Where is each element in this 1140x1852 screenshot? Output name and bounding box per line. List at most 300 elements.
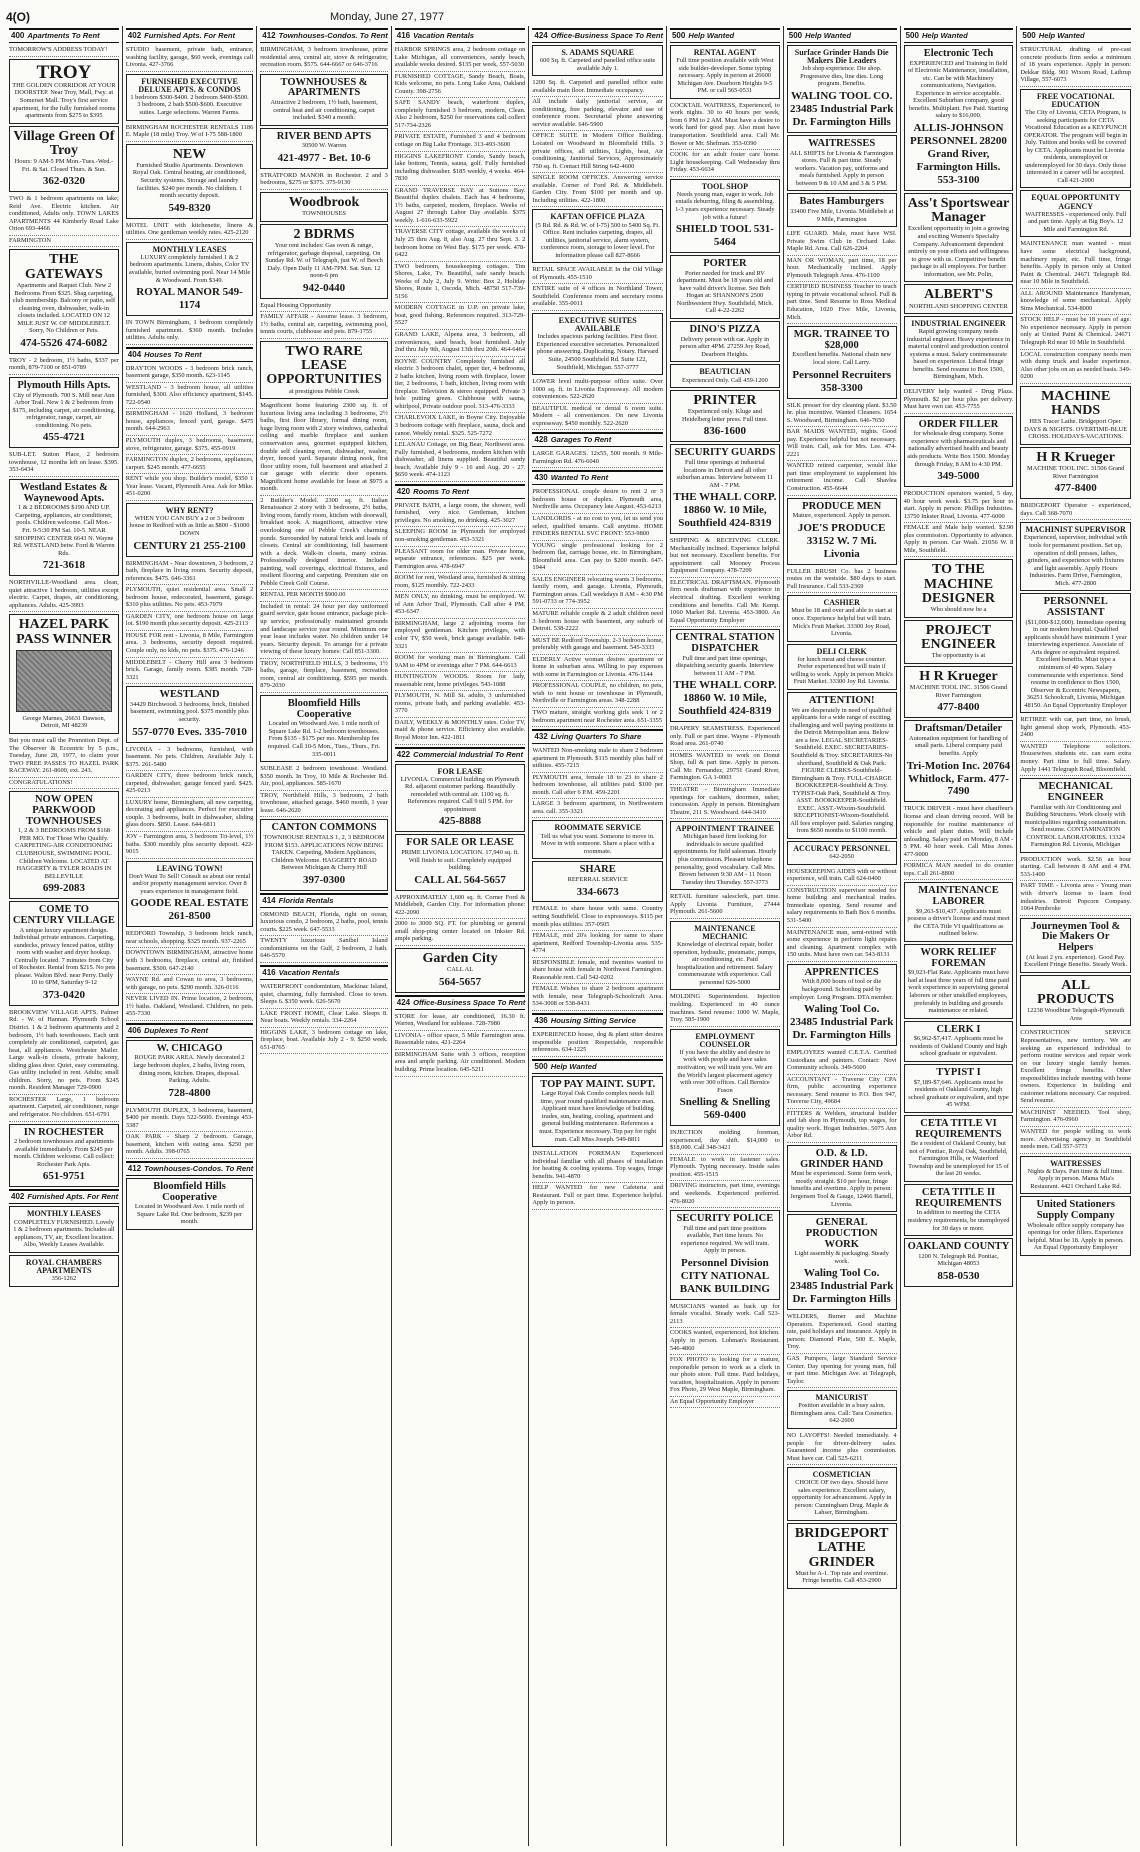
- display-ad: [395, 834, 526, 890]
- classified-ad: SILK presser for dry cleaning plant. $3.50 hr. plus incentive. Wanted Cleaners. 1654 S. Woodward, Birmingham. 646-7650: [787, 401, 897, 428]
- classified-ad: HARBOR SPRINGS area, 2 bedroom cottage on Lake Michigan, all conveniences, sandy beach, available weeks desired. $135 per week, 557-5030: [395, 45, 526, 72]
- classified-ad: FULLER BRUSH Co. has 2 business routes on the westside. $80 days to start. Full Insurance. Call 533-2369: [787, 567, 897, 594]
- ad-phone: 474-5526 474-6082: [20, 336, 108, 349]
- ad-body: Experienced only. Kluge and Heidelberg letter press. Full time.: [681, 408, 768, 423]
- ad-phone: 549-8320: [168, 201, 211, 214]
- ad-headline: FREE VOCATIONAL EDUCATION: [1036, 91, 1115, 109]
- display-ad: [9, 479, 119, 576]
- classified-ad: WELDERS, Burner and Machine Operators. Experienced. Good starting rate, paid holidays and insurance. Apply in person: Diamond Plate, 500 E. Maple, Troy.: [787, 1312, 897, 1354]
- display-ad: [787, 1214, 897, 1310]
- ad-phone: 699-2083: [42, 882, 85, 895]
- section-title: Furnished Apts. For Rent: [144, 31, 235, 40]
- classified-ad: PRIVATE ESTATE, Furnished 3 and 4 bedroom cottage on Big Lake Frontage. 313-493-3600: [395, 132, 526, 151]
- section-number: 416: [262, 968, 276, 978]
- ad-body: 1 & 2 BEDROOMS $190 AND UP. Carpeting, appliances, air conditioner, pools. Children welcome. Call Mon.-Fri. 9-5:30 PM Sat. 10-5. NEAR SHOPPING CENTER 6643 N. Wayne Rd. WESTLAND betw. Ford & Warren Rds.: [13, 504, 115, 557]
- section-header: [904, 28, 1014, 43]
- ad-body: The opportunity is at: [931, 652, 986, 660]
- ad-body: LIVONIA. Commercial building on Plymouth Rd. adjacent customer parking. Beautifully remodeled with central air. 1100 sq. ft. References required. Call 9 till 5 PM. for appointment: [400, 775, 520, 813]
- section-header: [260, 893, 387, 908]
- classified-ad: An Equal Opportunity Employer: [670, 1397, 780, 1409]
- ad-body: Nights & Days. Part time & full time. Apply in person. Mama Mia's Restaurant. 4421 Orchard Lake Rd.: [1027, 1167, 1124, 1190]
- classified-ad: MAINTENANCE man wanted - must have some electrical background, machinery repair, etc. Full time, fringe benefits. Apply in person only at United Paint & Chemical. 24671 Telegraph Rd. near 10 Mile in Southfield.: [1020, 239, 1131, 288]
- ad-headline: CETA TITLE II REQUIREMENTS: [915, 1187, 1002, 1209]
- display-ad: [670, 321, 780, 362]
- display-ad: [670, 821, 780, 890]
- display-ad: [904, 1064, 1014, 1113]
- ad-headline: WORK RELIEF FOREMAN: [920, 946, 997, 969]
- display-ad: [904, 944, 1014, 1019]
- ad-headline: COSMETICIAN: [812, 1470, 871, 1480]
- classified-ad: ACCOUNTANT - Traverse City CPA firm, public accounting experience necessary. Send resume to P.O. Box 947, Traverse City, 49684: [787, 1075, 897, 1109]
- ad-body: 2 bedroom townhouses and apartments available immediately. From $245 per month. Children welcome. Call collect: Rochester Park Apts.: [13, 1138, 115, 1168]
- display-ad: [904, 720, 1014, 802]
- display-ad: [670, 1029, 780, 1127]
- ad-headline: MAINTENANCE MECHANIC: [694, 923, 756, 941]
- ad-body: 30500 W. Warren: [301, 142, 347, 150]
- classified-ad: BAR MAIDS WANTED, nights. Good pay. Experience helpful but not necessary. Will train. Call, ask for Mrs. Lee. 474-2221: [787, 427, 897, 461]
- ad-body: 12238 Woodbine Telegraph-Plymouth Area: [1026, 1007, 1125, 1022]
- section-title: Garages To Rent: [550, 435, 612, 445]
- ad-headline: WHY RENT?: [165, 505, 214, 515]
- ad-phone: ROYAL MANOR 549-1174: [136, 286, 243, 312]
- classified-ad: Magnificent home featuring 2300 sq. ft. of luxurious living area including 3 bedrooms, 2½ baths, first floor library, formal dining room, huge living room with 2 story windows, cathedral ceiling and marble fireplace and sunken conservation area, gourmet equipped kitchen, double self cleaning oven, dishwasher, washer, dryer, fenced yard. Separate dining nook, first floor utility room, full basement and attached 2 car garage with electric door openers. Magnificent home available for lease at $975 a month.: [260, 401, 387, 496]
- section-title: Rooms To Rent: [413, 486, 469, 496]
- ad-body: Apartments and Raquet Club. New 2 Bedrooms From $325. Shag carpeting, club membership. Balcony or patio, self cleaning oven, dishwasher, walk-in closets included. LOCATED ON 12 MILE JUST W. OF MIDDLEBELT. Sorry, No Children or Pets.: [12, 282, 116, 335]
- section-header: [126, 1023, 253, 1038]
- ad-headline: ACCURACY PERSONNEL: [793, 844, 891, 853]
- ad-headline: WESTLAND: [159, 689, 220, 701]
- ad-body: (5 Rd. Rd. & Rd. W. of I-75) 500 to 5400 Sq. Ft. Office. Rent includes carpeting, drapes, all utilities, janitorial service, alarm system, conference room, storage to lower level. For information please call 827-8666: [535, 221, 660, 259]
- display-ad: [126, 861, 253, 928]
- classified-ad: TWO mature, straight working girls seek 1 or 2 bedroom apartment near Rochester area. 651-3355: [532, 708, 663, 727]
- display-ad: [670, 45, 780, 99]
- classified-ad: DELIVERY help wanted - Drug Plaza. Plymouth. $2 per hour plus per delivery. Must have own car. 453-7755: [904, 387, 1014, 414]
- classified-ad: PRIVATE BATH, a large room, the shower, well furnished, very nice. Gentleman, kitchen privileges. No smoking, no drinking. 425-3027: [395, 501, 526, 528]
- section-header: [787, 28, 897, 43]
- ad-body: HES Tracer Lathe. Bridgeport Oper. DAYS & NIGHTS. OVERTIME-BLUE CROSS. HOLIDAYS-VACATIONS.: [1024, 418, 1128, 441]
- display-ad: [670, 1210, 780, 1300]
- ad-body: George Marnes, 26631 Dawson, Detroit, MI 48239: [22, 714, 106, 730]
- ad-body: Light assembly & packaging. Steady work.: [794, 1250, 889, 1265]
- ad-body: Includes spacious parking facilities. First floor. Experienced executive secretaries. Personalized phone answering. Duplicating. Notary. Harvard Suite, 24500 Southfield Rd. Suite 122, Southfield, Michigan. 557-3777: [536, 333, 659, 371]
- display-ad: [670, 921, 780, 991]
- display-ad: [260, 192, 387, 222]
- display-ad: [904, 666, 1014, 718]
- classified-ad: STRATFORD MANOR in Rochester. 2 and 3 bedrooms, $275 or $375. 375-9130: [260, 171, 387, 190]
- ad-headline: H R Krueger: [1036, 449, 1115, 465]
- display-ad: [670, 364, 780, 388]
- display-ad: [126, 1040, 253, 1104]
- classified-ad: GRAND LAKE, Alpena area, 3 bedroom, all conveniences, sand beach, boat furnished. July 2nd thru July 9th, August 13th thru 20th. 464-6464: [395, 330, 526, 357]
- classified-ad: ORMOND BEACH, Florida, right on ocean, luxurious condo, 2 bedroom, 2 baths, pool, tennis courts. $225 week. 647-5533: [260, 910, 387, 937]
- classified-ad: THEATRE - Birmingham Immediate openings for cashiers, doormen, usher, concession. Apply in person. Birmingham Theatre, 211 S. Woodward. 644-3419: [670, 785, 780, 819]
- ad-phone: Waling Tool Co. 23485 Industrial Park Dr. Farmington Hills: [790, 1003, 894, 1041]
- classified-ad: FEMALE, mid 20's looking for same to share apartment, Redford Township-Livonia area. 535-4774: [532, 931, 663, 958]
- classified-ad: MUSICIANS wanted as back up for female vocalist. Steady work. Call 523-2113: [670, 1302, 780, 1329]
- ad-body: $9,923-Flat Rate. Applicants must have had at least three years of full time paid work experience in supervising general laborers or other unskilled employees, preferably in building and grounds maintenance or related.: [907, 969, 1010, 1015]
- classified-ad: GRAND TRAVERSE BAY at Suttons Bay. Beautiful duplex chalets. Each has 4 bedrooms, 1½ baths, carpeted, modern, fireplace. Weeks of August 27 through Labor Day available. $375 weekly. 1-616-633-5922: [395, 186, 526, 228]
- display-ad: [904, 620, 1014, 664]
- ad-headline: Garden City: [422, 950, 498, 966]
- section-title: Apartments To Rent: [27, 31, 100, 40]
- classified-ad: SHIPPING & RECEIVING CLERK. Mechanically inclined. Experience helpful but not necessary. Excellent benefits. For appointment call Mooney Process Equipment Company. 478-7209: [670, 536, 780, 578]
- ad-headline: MGR. TRAINEE TO $28,000: [793, 329, 890, 351]
- ad-body: 1, 2 & 3 BEDROOMS FROM $168 PER MO. For Those Who Qualify. CARPETING-AIR CONDITIONING CLUBHOUSE, SWIMMING POOL. Children Welcome. LOCATED AT HAGGERTY & TYLER ROADS IN BELLEVILLE: [15, 827, 113, 880]
- ad-phone: Waling Tool Co. 23485 Industrial Park Dr. Farmington Hills: [790, 1267, 894, 1306]
- ad-headline: Woodbrook: [288, 194, 360, 210]
- display-ad: [9, 1255, 119, 1287]
- section-number: 500: [788, 31, 803, 40]
- section-title: Help Wanted: [921, 31, 968, 40]
- display-ad: [126, 242, 253, 316]
- classified-ad: MOTEL UNIT with kitchenette, linens & utilities. One gentleman weekly rates. 425-2120: [126, 221, 253, 240]
- ad-headline: WAITRESSES: [808, 137, 876, 149]
- display-ad: [670, 179, 780, 253]
- classified-ad: WAYNE Rd. and Cowan to area, 3 bedrooms, with garage, no pets. $290 month. 326-0116: [126, 975, 253, 994]
- display-ad: [1020, 386, 1131, 445]
- ad-headline: WAITRESSES: [1050, 1158, 1102, 1168]
- classified-ad: FAMILY AFFAIR - Assume lease. 3 bedroom, 1½ baths, central air, carpeting, swimming pool, tennis courts, clubhouse and pets. 879-1755: [260, 312, 387, 339]
- display-ad: [787, 45, 897, 133]
- classified-ad: RENT while you shop. Builder's model, $350 1 Year lease. Vacant, Plymouth Area. Ask for Mike. 451-0200: [126, 474, 253, 501]
- ad-body: We are desperately in need of qualified applicants for a wide range of exciting, challenging and well paying positions in the Detroit Metropolitan area. Below are a few. LEGAL SECRETARIES-Southfield. EXEC. SECRETARIES-Southfield & Troy. SECRETARIES-No shorthand, Southfield & Oak Park. FIGURE CLERKS-Southfield-Birmingham & Troy. FULL-CHARGE BOOKKEEPER-Southfield & Troy. TYPIST-Oak Park, Southfield & Troy. ASST. BOOKKEEPER-Southfield. EXEC. ASST.-Wixom-Southfield. RECEPTIONIST-Wixom-Southfield. All fees employer paid. Salaries ranging from $650 months to $1100 month.: [789, 706, 894, 835]
- classified-ad: SUB-LET. Sutton Place, 2 bedroom townhouse, 12 months left on lease. $395. 353-6434: [9, 450, 119, 477]
- classified-column: [1017, 26, 1134, 1846]
- ad-body: COMPLETELY FURNISHED. Lovely 1 & 2 bedroom apartments. Includes all appliances, TV, air, Excellent location. Albo, Weekly Leases Available.: [13, 1218, 115, 1249]
- ad-headline: BEAUTICIAN: [699, 367, 751, 377]
- ad-body: A unique luxury apartment design. Individual private entrances. Carpeting, sundecks, privacy fenced patios, utility room with washer and dryer hookup. Centrally located. 7 minutes from City of Rochester. Rental from $215. No pets please. Walton Blvd. near Perry. Daily 10 to 6PM, Saturday 9-12: [12, 926, 116, 987]
- ad-body: Must be experienced. Some form work, mostly straight. $10 per hour, fringe benefits and overtime. Apply in person: Jergensen Tool & Gauge, 12466 Bartell, Livonia.: [790, 1170, 894, 1208]
- classified-ad: TROY, Northfield Hills, 3 bedroom, 2 bath townhouse, attached garage. $460 month, 1 year lease. 646-2620: [260, 791, 387, 818]
- ad-headline: Village Green Of Troy: [13, 128, 115, 158]
- classified-ad: 2000 to 3000 SQ. FT. for plumbing or general small shop-ping center located on Inkster Rd. ample parking.: [395, 919, 526, 946]
- ad-headline: Bloomfield Hills Cooperative: [287, 697, 361, 720]
- display-ad: [9, 377, 119, 448]
- ad-headline: Journeymen Tool & Die Makers Or Helpers: [1031, 920, 1121, 954]
- classified-ad: TWO bedroom, housekeeping cottages. Tim Shores, Lake, Tv. Beautiful, safe sandy beach. Weeks of July 2, July 9. Write: Box 2, Holiday Shores, Route 1, Oscoda, Mich. 48750 517-739-5156: [395, 262, 526, 304]
- classified-ad: LANDLORDS - at no cost to you, let us send you select, qualified tenants. Call anytime. HOME FINDERS RENTAL SVC FRONT: 553-9800: [532, 514, 663, 541]
- ad-body: 1 bedroom $300-$400. 2 bedroom $400-$500. 3 bedroom, 2 bath $500-$600. Executive suites. Large selections. Warren Farms.: [130, 93, 249, 116]
- page-number: 4(O): [6, 10, 30, 24]
- display-ad: [1020, 1196, 1131, 1256]
- classified-ad: FEMALE and Male help wanted. $2.90 plus commission. Opportunity to advance. Apply in person. Car Wash. 21056 W. 8 Mile, Southfield.: [904, 523, 1014, 557]
- display-ad: [395, 948, 526, 993]
- classified-ad: HUNTINGTON WOODS. Room for lady, reasonable rent, home privileges. 543-1088: [395, 672, 526, 691]
- display-ad: [904, 416, 1014, 487]
- classified-ad: WANTED Telephone solicitors. Housewives students etc. can earn extra money. Part time to full time. Salary. Apply 1441 Telegraph Road, Bloomfield.: [1020, 742, 1131, 776]
- classified-ad: LARGE GARAGES. 12x55, 500 month. 9 Mile-Farmington Rd. 476-6040: [532, 449, 663, 468]
- classified-ad: WANTED retired carpenter, would like part time employment to supplement his retirement income. Call Shavlea Construction. 455-6644: [787, 461, 897, 495]
- classified-ad: LIVONIA - office space, 5 Mile Farmington area. Reasonable rates. 421-2264: [395, 1031, 526, 1050]
- ad-phone: 425-8888: [438, 815, 482, 828]
- ad-body: Excellent benefits. National chain new local store. Call Larry.: [792, 351, 892, 367]
- classified-ad: LOCAL construction company needs men with dump truck and loader experience. Also other jobs on an as needed basis. 349-0200: [1020, 350, 1131, 384]
- ad-headline: INDUSTRIAL ENGINEER: [911, 319, 1006, 329]
- classified-ad: HOUSE FOR rent - Livonia, 8 Mile, Farmington area. 3 bedrooms, security deposit required. Couple only, no kids, no pets. $375. 476-1246: [126, 631, 253, 658]
- display-ad: [9, 126, 119, 193]
- section-number: 402: [11, 1192, 25, 1202]
- ad-headline: CLERK I: [936, 1023, 981, 1035]
- ad-phone: 455-4721: [42, 431, 85, 444]
- classified-ad: PLYMOUTH, quiet residential area. Small 2 bedroom house, redecorated, basement, garage. $310 plus utilities. No pets. 453-7979: [126, 585, 253, 612]
- display-ad: [787, 595, 897, 641]
- ad-headline: RENTAL AGENT: [693, 47, 757, 57]
- classified-ad: DOWNTOWN BIRMINGHAM, attractive home with 3 bedrooms, fireplace, central air, finished basement. $500. 647-2140: [126, 948, 253, 975]
- classified-column: [901, 26, 1018, 1846]
- ad-phone: 421-4977 - Bet. 10-6: [277, 151, 371, 164]
- section-title: Vacation Rentals: [413, 31, 475, 40]
- ad-phone: CENTURY 21 255-2100: [133, 539, 246, 552]
- ad-body: THE GOLDEN CORRIDOR AT YOUR DOORSTEP. Near Troy, Mall, Fwy. at Somerset Mall. Troy's first service apartment, for the fully furnished rooms apartments from $275 to $395: [12, 81, 116, 120]
- display-ad: [787, 326, 897, 398]
- display-ad: [904, 316, 1014, 385]
- classified-ad: INSTALLATION FOREMAN Experienced individual familiar with all phases of installation for heating & cooling systems. Top wages, fringe benefits. 941-4870: [532, 1149, 663, 1183]
- classified-ad: SAFE SANDY beach, waterfront duplex, completely furnished 3 bedroom, modern, Clean. Also 2 bedroom, $250 for reservations call collect 517-734-2326: [395, 98, 526, 132]
- display-ad: [787, 964, 897, 1046]
- ad-body: Attractive 2 bedroom, 1½ bath, basement, central heat and air conditioning, carpet included. $340 a month.: [270, 99, 378, 122]
- display-ad: [787, 135, 897, 191]
- ad-body: Rapid growing company needs industrial engineer. Heavy experience in material control and production control systems a must. Salary commensurate based on experience. Liberal fringe benefits. Send resume to Box 1500, Birmingham, Mich.: [906, 328, 1011, 381]
- classified-column: [529, 26, 667, 1846]
- section-number: 420: [396, 486, 411, 496]
- display-ad: [1020, 593, 1131, 713]
- ad-headline: SHARE: [579, 864, 616, 876]
- ad-headline: OAKLAND COUNTY: [907, 1241, 1010, 1253]
- ad-phone: SHIELD TOOL 531-5464: [675, 223, 774, 249]
- display-ad: [126, 144, 253, 219]
- classified-ad: BIRMINGHAM - 1620 Holland, 3 bedroom house, appliances, fenced yard, garage. $475 month. 644-2963: [126, 409, 253, 436]
- ad-body: Don't Want To Sell! Consult us about our rental and/or property management service. Over 8 years experience in management field.: [128, 872, 251, 895]
- ad-headline: MACHINE HANDS: [1041, 388, 1111, 418]
- display-ad: [260, 224, 387, 299]
- classified-ad: HIGGINS LAKE, 3 bedroom cottage on lake, fireplace, boat. Available July 2 - 9. $250 week. 651-8765: [260, 1028, 387, 1055]
- classified-ad: HOMES WANTED to work on Donut Shop, full & part time. Apply in person. Call Mr. Fernandez, 29751 Grand River, Farmington. GA 1-0003: [670, 751, 780, 785]
- classified-ad: TWENTY luxurious Sanibel Island condominiums on the Gulf, 2 bedroom, 2 bath. 646-5570: [260, 936, 387, 963]
- display-ad: [904, 1021, 1014, 1062]
- ad-headline: Surface Grinder Hands Die Makers Die Leaders: [794, 47, 889, 66]
- display-ad: [9, 614, 119, 734]
- classified-ad: SUBLEASE 2 bedroom townhouse. Westland. $350 month. In Troy, 10 Mile & Rochester Rd. Air, pool, appliances. 585-1670: [260, 764, 387, 791]
- classified-ad: PLEASANT room for older man. Private home, separate entrance, references. $25 per week. Farmington area. 478-6947: [395, 547, 526, 574]
- section-number: 404: [127, 349, 142, 359]
- ad-headline: SECURITY POLICE: [676, 1213, 774, 1225]
- ad-body: at prestigious Pebble Creek: [288, 387, 360, 395]
- ad-phone: 728-4800: [168, 1086, 211, 1099]
- display-ad: [670, 390, 780, 442]
- classified-ad: FEMALE to work in fastener sales. Plymouth. Typing necessary. Inside sales position. 455-1515: [670, 1155, 780, 1182]
- section-number: 500: [1022, 31, 1036, 40]
- display-ad: [904, 1115, 1014, 1182]
- display-ad: [126, 1178, 253, 1230]
- display-ad: [260, 74, 387, 126]
- section-number: 500: [905, 31, 919, 40]
- ad-body: Full time position available with West side builder-developer. Some typing necessary. Apply in person at 26600 Michigan Ave. Dearborn Heights 9-5 PM. or call 565-0531: [676, 57, 774, 95]
- classified-ad: MACHINIST NEEDED. Tool shop, Farmington. 476-0960: [1020, 1108, 1131, 1127]
- winner-photo: [16, 650, 112, 712]
- ad-headline: KAFTAN OFFICE PLAZA: [550, 212, 645, 222]
- display-ad: [904, 559, 1014, 617]
- ad-body: Who should now be a: [930, 606, 987, 614]
- classified-ad: IN TOWN Birmingham, 1 bedroom completely furnished apartment. $360 month. Includes utilities. Adults only.: [126, 318, 253, 345]
- classified-ad: MAN OR WOMAN, part time, 18 per hour. Mechanically inclined. Apply Plymouth Telegraph Area. 476-1100: [787, 256, 897, 283]
- ad-body: LUXURY completely furnished 1 & 2 bedroom apartments. Linens, dishes, Color TV available, buried swimming pool. Near 14 Mile & Woodward. From $349.: [128, 253, 251, 284]
- ad-body: CHOICE OF two days. Should have sales experience. Excellent salary, opportunity for advancement. Apply in person: Cunningham Drug. Maple & Lahser, Birmingham.: [791, 1479, 892, 1517]
- ad-phone: Snelling & Snelling 569-0400: [679, 1096, 771, 1122]
- display-ad: [787, 193, 897, 227]
- ad-body: WHEN YOU CAN BUY a 2 or 3 bedroom house in Redford with as little as $800 - $1000 DOWN: [129, 514, 250, 538]
- classified-ad: STOCK HELP - must be 18 years of age. No experience necessary. Apply in person only at United Paint & Chemical. 24671 Telegraph Rd near 10 Mile in Southfield.: [1020, 315, 1131, 349]
- classified-ad: GARDEN CITY, three bedroom brick ranch, carpeted, dishwasher, garage fenced yard. $425. 425-0213: [126, 771, 253, 798]
- classified-ad: DRAYTON WOODS - 3 bedroom brick ranch, basement garage, $350 month. 623-1145: [126, 364, 253, 383]
- section-number: 402: [127, 31, 142, 40]
- ad-headline: LEAVING TOWN!: [156, 863, 223, 873]
- ad-body: $6,962-$7,417. Applicants must be residents of Oakland County and high school graduate or equivalent.: [909, 1035, 1008, 1058]
- ad-headline: NOW OPEN PARKWOOD TOWNHOUSES: [26, 794, 102, 827]
- classified-ad: BIRMINGHAM, large 2 adjoining rooms for employed gentleman. Kitchen privileges, with color TV, $50 week, brick garage available. 646-3321: [395, 619, 526, 653]
- ad-body: Must be A-1. Top rate and overtime. Fringe benefits. Call 453-2900: [795, 1569, 889, 1585]
- ad-phone: 858-0530: [937, 1269, 980, 1282]
- classified-columns: [6, 26, 1134, 1846]
- classified-ad: TROY - 2 bedroom, 1½ baths, $337 per month, 879-7100 or 851-0789: [9, 356, 119, 375]
- classified-ad: WATERFRONT condominium, Mackinac Island, quiet, charming, fully furnished. Close to town. Sleeps 6. $350 week. 626-5670: [260, 982, 387, 1009]
- ad-phone: 721-3618: [42, 559, 85, 572]
- ad-phone: GOODE REAL ESTATE 261-8500: [130, 897, 249, 923]
- classified-ad: TRAVERSE CITY cottage, available the weeks of July 25 thru Aug. 8, also Aug. 27 thru Sept. 3. 2 bedroom home on West Bay. $175 per week. 478-6422: [395, 227, 526, 261]
- section-number: 412: [127, 1163, 142, 1173]
- classified-ad: OAK PARK - Sharp 2 bedroom. Garage, basement, kitchen with eating area. $250 per month. Adults. 398-0765: [126, 1132, 253, 1159]
- classified-ad: PLYMOUTH, N. Mill St. adults, 3 unfurnished rooms, private bath, and parking available. 453-3770: [395, 691, 526, 718]
- ad-headline: TO THE MACHINE DESIGNER: [921, 562, 996, 606]
- classified-ad: LIVONIA - 3 bedrooms, furnished, with basement. No pets. Children. Available July 1. $375. 261-5480: [126, 745, 253, 772]
- classified-ad: MEN ONLY, no drinking, must be employed. W. of Ann Arbor Trail, Plymouth. Call after 4 PM. 453-6347: [395, 592, 526, 619]
- ad-body: CALL AL: [446, 966, 474, 974]
- ad-body: EXPERIENCED and Training in field of Electronic Maintenance, installation, etc. Can be with Machinery communications, Navigation. Experience in service acceptable. Excellent Suburban company, good benefits. Multiplant. Fee Paid. Starting salary to $16,000.: [907, 59, 1009, 120]
- classified-ad: Included in rental: 24 hour per day uniformed guard service, gate house entrance, package pick-up service, professionally maintained grounds and landscape service year round. Minimum one year lease includes water. No children under 14 years. Security deposit. To arrange for a private viewing of these luxury homes: Call 851-3300.: [260, 602, 387, 659]
- ad-headline: APPOINTMENT TRAINEE: [675, 824, 774, 834]
- ad-headline: PORTER: [703, 258, 747, 270]
- section-header: [532, 1013, 663, 1028]
- section-header: [395, 747, 526, 762]
- ad-body: (At least 2 yrs. experience). Good Pay. Excellent Fringe Benefits. Steady Work.: [1024, 953, 1128, 969]
- ad-body: ($11,000-$12,000). Immediate opening in our modern hospital. Qualified applicants should have minimum 1 year interviewing experience. Associate of Arts degree or equivalent required. Excellent benefits. Must type a minimum of 40 wpm. Salary commensurate with experience. Send resume in confidence to Box 1500, Observer & Eccentric Newspapers, 36251 Schoolcraft, Livonia, Michigan 48150. An Equal Opportunity Employer: [1024, 618, 1128, 709]
- display-ad: [787, 841, 897, 865]
- section-number: 400: [11, 31, 25, 40]
- ad-headline: MANICURIST: [815, 1393, 868, 1403]
- section-number: 428: [534, 435, 548, 445]
- section-header: [1020, 28, 1131, 43]
- classified-ad: FURNISHED COTTAGE, Sandy Beach, Boats, Kids welcome, no pets. Long Lake Area, Oakland County. 398-2756: [395, 72, 526, 99]
- section-header: [126, 347, 253, 362]
- ad-phone: Personnel Division CITY NATIONAL BANK BUILDING: [679, 1256, 770, 1295]
- ad-headline: Westland Estates & Waynewood Apts.: [19, 481, 108, 504]
- classified-ad: CHARLEVOIX LAKE, in Boyne City. Enjoyable 3 bedroom cottage with fireplace, sauna, dock and canoe. Weekly rental. $325. 525-7272: [395, 413, 526, 440]
- classified-ad: RENTAL PER MONTH $900.00: [260, 590, 387, 602]
- section-title: Townhouses-Condos. To Rent: [278, 31, 388, 40]
- classified-ad: WANTED for people willing to work more. Advertising agency in Southfield needs men. Call 557-3773: [1020, 1127, 1131, 1154]
- ad-headline: IN ROCHESTER: [23, 1126, 105, 1138]
- ad-body: 356-1262: [51, 1275, 77, 1283]
- ad-body: City of Plymouth. 700 S. Mill near Ann Arbor Trail. New 1 & 2 bedroom from $175, including carpet, air conditioning, refrigerator, range, carpet, air conditioning. No pets.: [12, 391, 116, 429]
- display-ad: [532, 820, 663, 859]
- classified-ad: CONSTRUCTION supervisor needed for home building and mechanical trades. Immediate opening. Send resume and salary requirements to Bath Box 6 months. 531-5400: [787, 886, 897, 928]
- ad-body: Furnished Studio Apartments. Downtown Royal Oak. Central heating, air conditioned, Security systems. Storage and laundry facilities. $240 per month. No children. 1 month security deposit.: [132, 161, 247, 200]
- section-title: Townhouses-Condos. To Rent: [144, 1163, 254, 1173]
- ad-headline: ORDER FILLER: [918, 418, 999, 430]
- ad-body: Experienced, supervisor, individual with tools for permanent position. Set up, operation of drill presses, lathes, grinders, and experience with fixtures and light assembly. Apply Hours Industries. Farm Drive, Farmington, Mich. 477-2800: [1023, 534, 1128, 587]
- ad-headline: DELI CLERK: [816, 646, 867, 656]
- classified-ad: REDFORD Township, 3 bedroom brick ranch, near schools, shopping. $325 month. 937-2265: [126, 929, 253, 948]
- classified-ad: LELANAU Cottage, on Big Bear, Northwest area. Fully furnished, 4 bedrooms, modern kitchen with dishwasher, all linens supplied. Beautiful sandy beach. Available July 9 - 16 and Aug. 20 - 27. $650 week. 474-1123: [395, 440, 526, 482]
- section-number: 424: [534, 31, 548, 40]
- display-ad: [1020, 89, 1131, 189]
- classified-column: [257, 26, 391, 1846]
- display-ad: [9, 59, 119, 124]
- ad-headline: ALL PRODUCTS: [1037, 977, 1115, 1008]
- section-number: 436: [534, 1016, 548, 1026]
- display-ad: [787, 1523, 897, 1589]
- ad-body: 642-2050: [829, 853, 854, 861]
- display-ad: [1020, 918, 1131, 973]
- ad-headline: TROY: [36, 61, 92, 83]
- display-ad: [9, 1206, 119, 1252]
- ad-body: Large Royal Oak Condo complex needs full time, year round qualified maintenance man. Applicant must have knowledge of building trades, sun, heating, cooling, apartment and general building maintenance. References a must. Experience necessary. Top pay for right man. Call Miss Joseph. 549-8811: [539, 1090, 657, 1143]
- section-header: [670, 28, 780, 43]
- classified-ad: STORE for lease, air conditioned, 16.30 ft. Warren, Westland for sublease. 728-7980: [395, 1012, 526, 1031]
- section-header: [532, 432, 663, 447]
- section-header: [126, 28, 253, 43]
- classified-ad: FARMINGTON duplex, 2 bedrooms, appliances, carport. $245 month. 477-6655: [126, 455, 253, 474]
- display-ad: [260, 695, 387, 762]
- section-header: [532, 729, 663, 744]
- section-title: Duplexes To Rent: [144, 1025, 209, 1035]
- ad-body: Tell us what you want. Someone to move in. Move in with someone. Share a place with a roommate.: [540, 832, 655, 855]
- classified-ad: TROY, NORTHFIELD HILLS, 3 bedrooms, 1½ baths, garage, fireplace, basement, recreation room, central air conditioning. $595 per month. 879-2030: [260, 659, 387, 693]
- classified-ad: MAINTENANCE man, semi-retired with some experience in perform light repairs and cleaning. Apartment complex with 150 units. Must have own car. 543-8131: [787, 928, 897, 962]
- display-ad: [9, 249, 119, 353]
- classified-ad: PROFESSIONAL COUPLE, no children, no pets, wish to rent house or townhouse in Plymouth, Northville or Farmington areas. 348-2288: [532, 681, 663, 708]
- classified-ad: MODERN COTTAGE in U.P. on private lake, boat, good fishing. References required. 313-729-5527: [395, 303, 526, 330]
- display-ad: [395, 764, 526, 833]
- ad-headline: O.D. & I.D. GRINDER HAND: [800, 1147, 884, 1170]
- ad-body: Familiar with Air Conditioning and Building Structures. Work closely with municipalities regarding contamination. Send resume. CONTAMINATION CONTROL LABORATORIES. 13324 Farmington Rd. Livonia, Michigan: [1024, 803, 1127, 849]
- classified-ad: PART TIME - Livonia area - Young man with driver's license to learn food industries. Detroit Popcorn Company. 1064 Pembroke: [1020, 881, 1131, 915]
- classified-ad: MIDDLEBELT - Cherry Hill area 3 bedroom brick. Garage, family room. $385 month. 728-3321: [126, 658, 253, 685]
- section-header: [260, 965, 387, 980]
- ad-body: WAITRESSES - experienced only. Full and part time. Apply at Big Boy's. 12 Mile and Farmington Rd.: [1025, 210, 1127, 233]
- classified-ad: BIRMINGHAM ROCHESTER RENTALS 1186 E. Maple (18 mile) Troy. W of I-75 588-1800: [126, 123, 253, 142]
- ad-headline: PROJECT ENGINEER: [921, 622, 996, 653]
- display-ad: [904, 1238, 1014, 1287]
- section-title: Furnished Apts. For Rent: [27, 1192, 119, 1202]
- ad-headline: THE GATEWAYS: [24, 252, 103, 282]
- classified-column: [667, 26, 784, 1846]
- display-ad: [532, 313, 663, 375]
- classified-ad: COCKTAIL WAITRESS, Experienced, to work nights. 30 to 40 hours per week, from 6 PM to 2 AM. Must have a desire to work hard for good pay. Also must have transportation. Southfield area. Call Mr. Bower or Mr. Shefman. 353-0390: [670, 101, 780, 150]
- ad-headline: ROOMMATE SERVICE: [554, 823, 641, 833]
- ad-headline: W. CHICAGO: [156, 1042, 223, 1054]
- section-header: [395, 28, 526, 43]
- section-title: Living Quarters To Share: [550, 732, 642, 742]
- ad-body: Position available in a busy salon. Birmingham area. Call: Tara Cosmetics. 642-2600: [790, 1402, 894, 1425]
- ad-headline: CANTON COMMONS: [271, 822, 377, 834]
- ad-body: Must be 18 and over and able to start at once. Experience helpful but will train. Mick's Fruit Market. 33300 Joy Road, Livonia.: [791, 607, 893, 638]
- ad-body: Excellent opportunity to join a growing and exciting Women's Specialty Company. Advancement dependent entirely on your efforts and willingness to grow with us. Competitive benefit package to all employees. For further information, see Mr. Polin,: [907, 225, 1009, 278]
- classified-ad: PROFESSIONAL couple desire to rent 2 or 3 bedroom house or duplex. Plymouth area, Northville area. Occupancy late August. 453-6213: [532, 487, 663, 514]
- ad-headline: ALBERT'S: [924, 287, 993, 303]
- ad-headline: CENTRAL STATION DISPATCHER: [675, 632, 775, 654]
- classified-ad: COOK for an adult foster care home. Light housekeeping. Call Wednesday thru Friday. 453-6634: [670, 150, 780, 177]
- ad-headline: Bates Hamburgers: [799, 196, 884, 208]
